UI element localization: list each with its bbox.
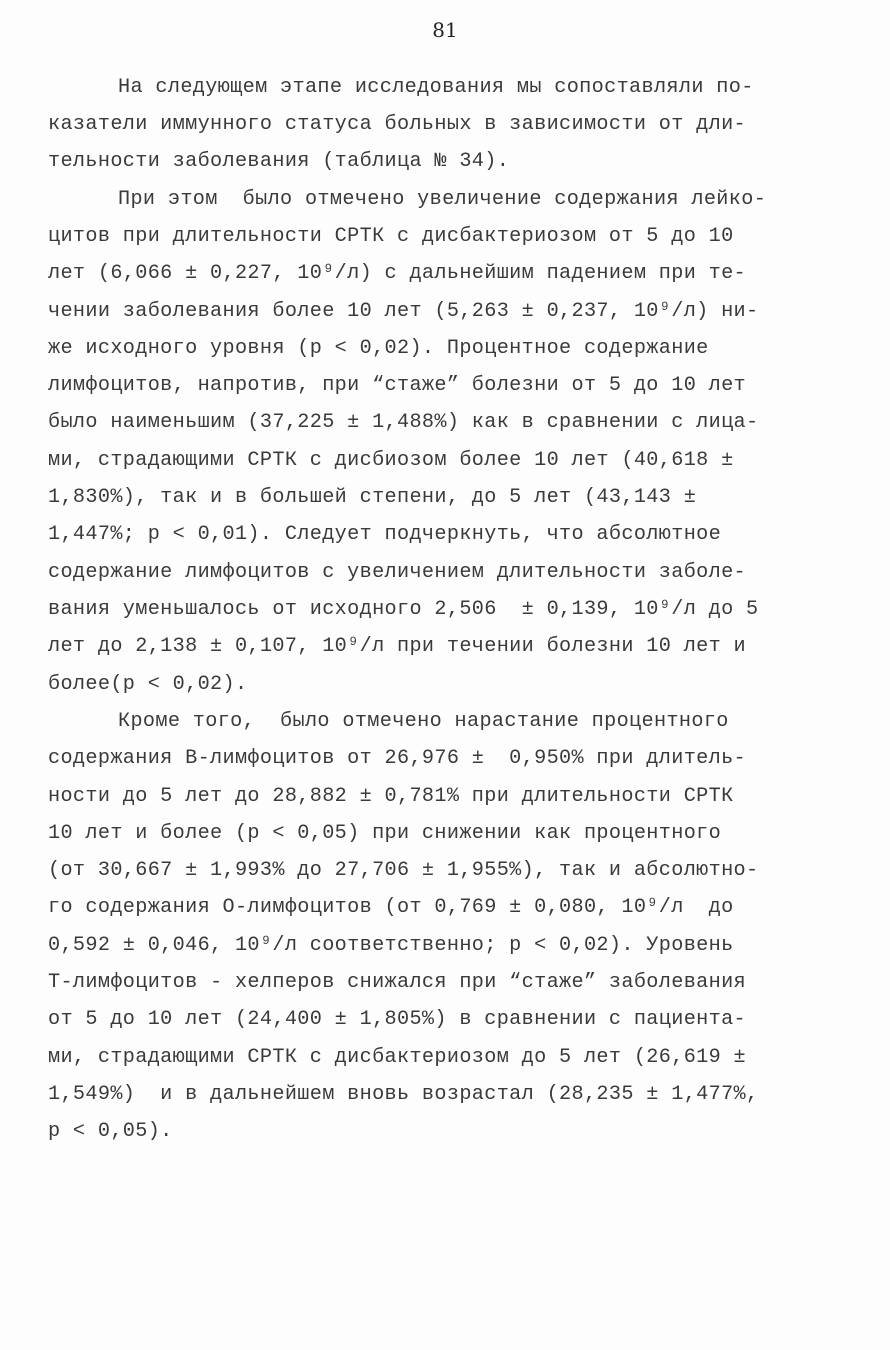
text-line: На следующем этапе исследования мы сопоставляли по- [118,76,754,99]
text-line: тельности заболевания (таблица № 34). [48,150,510,173]
text-line: содержания В-лимфоцитов от 26,976 ± 0,950% при длитель- [48,747,747,770]
text-line: более(р < 0,02). [48,673,248,696]
page-number: 81 [432,18,458,42]
text-line: лет до 2,138 ± 0,107, 10⁹/л при течении болезни 10 лет и [48,635,747,658]
text-line: 10 лет и более (р < 0,05) при снижении как процентного [48,822,722,845]
text-line: Кроме того, было отмечено нарастание процентного [118,710,729,733]
text-line: р < 0,05). [48,1120,173,1143]
text-line: Т-лимфоцитов - хелперов снижался при “стаже” заболевания [48,971,747,994]
text-line: При этом было отмечено увеличение содержания лейко- [118,188,767,211]
text-line: го содержания О-лимфоцитов (от 0,769 ± 0,080, 10⁹/л до [48,896,734,919]
text-line: ности до 5 лет до 28,882 ± 0,781% при длительности СРТК [48,785,734,808]
text-line: лимфоцитов, напротив, при “стаже” болезни от 5 до 10 лет [48,374,747,397]
text-line: ми, страдающими СРТК с дисбиозом более 10 лет (40,618 ± [48,449,734,472]
text-line: казатели иммунного статуса больных в зависимости от дли- [48,113,747,136]
text-line: вания уменьшалось от исходного 2,506 ± 0,139, 10⁹/л до 5 [48,598,759,621]
text-line: 1,830%), так и в большей степени, до 5 лет (43,143 ± [48,486,697,509]
text-line: 1,549%) и в дальнейшем вновь возрастал (28,235 ± 1,477%, [48,1083,759,1106]
text-line: от 5 до 10 лет (24,400 ± 1,805%) в сравнении с пациента- [48,1008,747,1031]
text-line: 1,447%; р < 0,01). Следует подчеркнуть, что абсолютное [48,523,722,546]
text-line: было наименьшим (37,225 ± 1,488%) как в сравнении с лица- [48,411,759,434]
text-line: содержание лимфоцитов с увеличением длительности заболе- [48,561,747,584]
text-line: чении заболевания более 10 лет (5,263 ± 0,237, 10⁹/л) ни- [48,300,759,323]
text-line: лет (6,066 ± 0,227, 10⁹/л) с дальнейшим падением при те- [48,262,747,285]
text-line: 0,592 ± 0,046, 10⁹/л соответственно; р < 0,02). Уровень [48,934,734,957]
text-line: ми, страдающими СРТК с дисбактериозом до 5 лет (26,619 ± [48,1046,747,1069]
text-line: цитов при длительности СРТК с дисбактериозом от 5 до 10 [48,225,734,248]
text-line: же исходного уровня (р < 0,02). Процентное содержание [48,337,709,360]
text-line: (от 30,667 ± 1,993% до 27,706 ± 1,955%), так и абсолютно- [48,859,759,882]
